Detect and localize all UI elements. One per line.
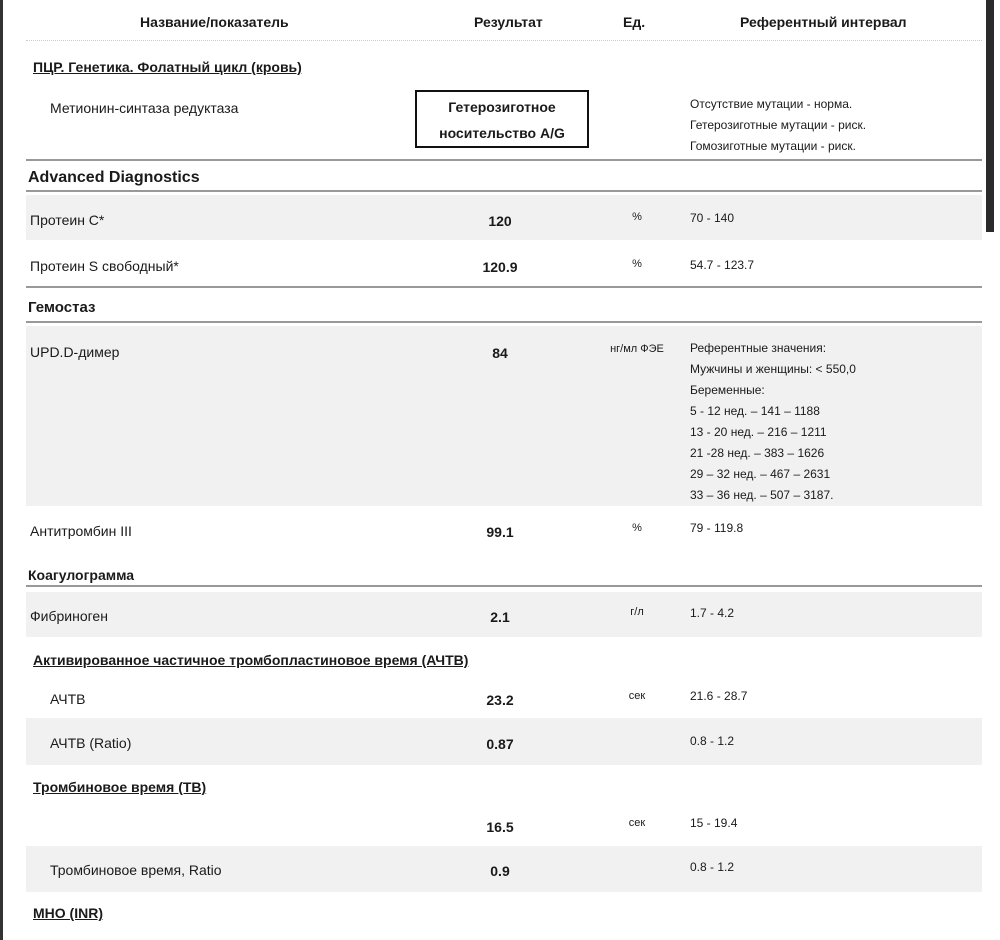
ref-line: 5 - 12 нед. – 141 – 1188 <box>690 404 820 418</box>
test-result: 23.2 <box>486 692 514 708</box>
test-unit: % <box>632 522 642 534</box>
divider <box>26 321 982 323</box>
test-ref: 1.7 - 4.2 <box>690 606 735 620</box>
section-advanced-title: Advanced Diagnostics <box>28 169 200 186</box>
test-ref: 70 - 140 <box>690 211 735 225</box>
result-line: Гетерозиготное <box>448 99 556 115</box>
test-result: 2.1 <box>490 609 510 625</box>
test-name: Фибриноген <box>30 608 108 624</box>
test-name: Антитромбин III <box>30 523 132 539</box>
test-name: Протеин C* <box>30 212 105 228</box>
ref-line: 13 - 20 нед. – 216 – 1211 <box>690 425 827 439</box>
ref-line: 21 -28 нед. – 383 – 1626 <box>690 446 825 460</box>
test-name: Протеин S свободный* <box>30 258 179 274</box>
page-left-border <box>0 0 3 940</box>
test-result: 16.5 <box>486 819 514 835</box>
test-unit: % <box>632 258 642 270</box>
test-result-box <box>415 90 589 148</box>
test-result: 0.9 <box>490 863 510 879</box>
test-name: АЧТВ (Ratio) <box>50 735 132 751</box>
test-unit: нг/мл ФЭЕ <box>610 343 664 355</box>
ref-line: Гомозиготные мутации - риск. <box>690 139 856 153</box>
section-pcr-title: ПЦР. Генетика. Фолатный цикл (кровь) <box>33 59 302 75</box>
divider <box>26 585 982 587</box>
test-unit: сек <box>628 817 646 829</box>
ref-line: Гетерозиготные мутации - риск. <box>690 118 867 132</box>
test-name: АЧТВ <box>50 691 86 707</box>
section-tt-title: Тромбиновое время (ТВ) <box>33 779 207 795</box>
test-result: 84 <box>492 345 508 361</box>
test-ref: 54.7 - 123.7 <box>690 258 755 272</box>
test-unit: г/л <box>630 606 644 618</box>
test-result: 0.87 <box>486 736 514 752</box>
test-unit: сек <box>628 690 646 702</box>
test-result: 120.9 <box>482 259 518 275</box>
section-hemostasis-title: Гемостаз <box>28 299 96 316</box>
divider <box>26 159 982 161</box>
col-header-result: Результат <box>474 14 543 30</box>
col-header-name: Название/показатель <box>140 14 289 30</box>
test-ref: 79 - 119.8 <box>690 521 744 535</box>
test-ref <box>690 94 866 157</box>
test-ref: 0.8 - 1.2 <box>690 734 735 748</box>
section-coag-title: Коагулограмма <box>28 567 135 583</box>
test-ref: 15 - 19.4 <box>690 816 738 830</box>
col-header-unit: Ед. <box>623 14 646 30</box>
test-name: Метионин-синтаза редуктаза <box>50 100 239 116</box>
ref-line: Беременные: <box>690 383 765 397</box>
test-ref: 0.8 - 1.2 <box>690 860 735 874</box>
test-ref: 21.6 - 28.7 <box>690 689 748 703</box>
divider <box>26 40 982 41</box>
scrollbar[interactable] <box>986 0 994 232</box>
section-inr-title: МНО (INR) <box>33 905 103 921</box>
ref-line: Мужчины и женщины: < 550,0 <box>690 362 856 376</box>
test-result: 120 <box>488 213 512 229</box>
section-aptt-title: Активированное частичное тромбопластиновое время (АЧТВ) <box>33 652 469 668</box>
col-header-ref: Референтный интервал <box>740 14 907 30</box>
divider <box>26 190 982 192</box>
ref-line: Референтные значения: <box>690 341 827 355</box>
test-name: Тромбиновое время, Ratio <box>50 862 222 878</box>
test-name: UPD.D-димер <box>30 344 120 360</box>
ref-line: 33 – 36 нед. – 507 – 3187. <box>690 488 834 502</box>
ref-line: Отсутствие мутации - норма. <box>690 97 853 111</box>
test-ref <box>690 338 856 506</box>
test-result: 99.1 <box>486 524 514 540</box>
test-unit: % <box>632 211 642 223</box>
divider <box>26 286 982 288</box>
result-line: носительство A/G <box>439 125 565 141</box>
ref-line: 29 – 32 нед. – 467 – 2631 <box>690 467 831 481</box>
